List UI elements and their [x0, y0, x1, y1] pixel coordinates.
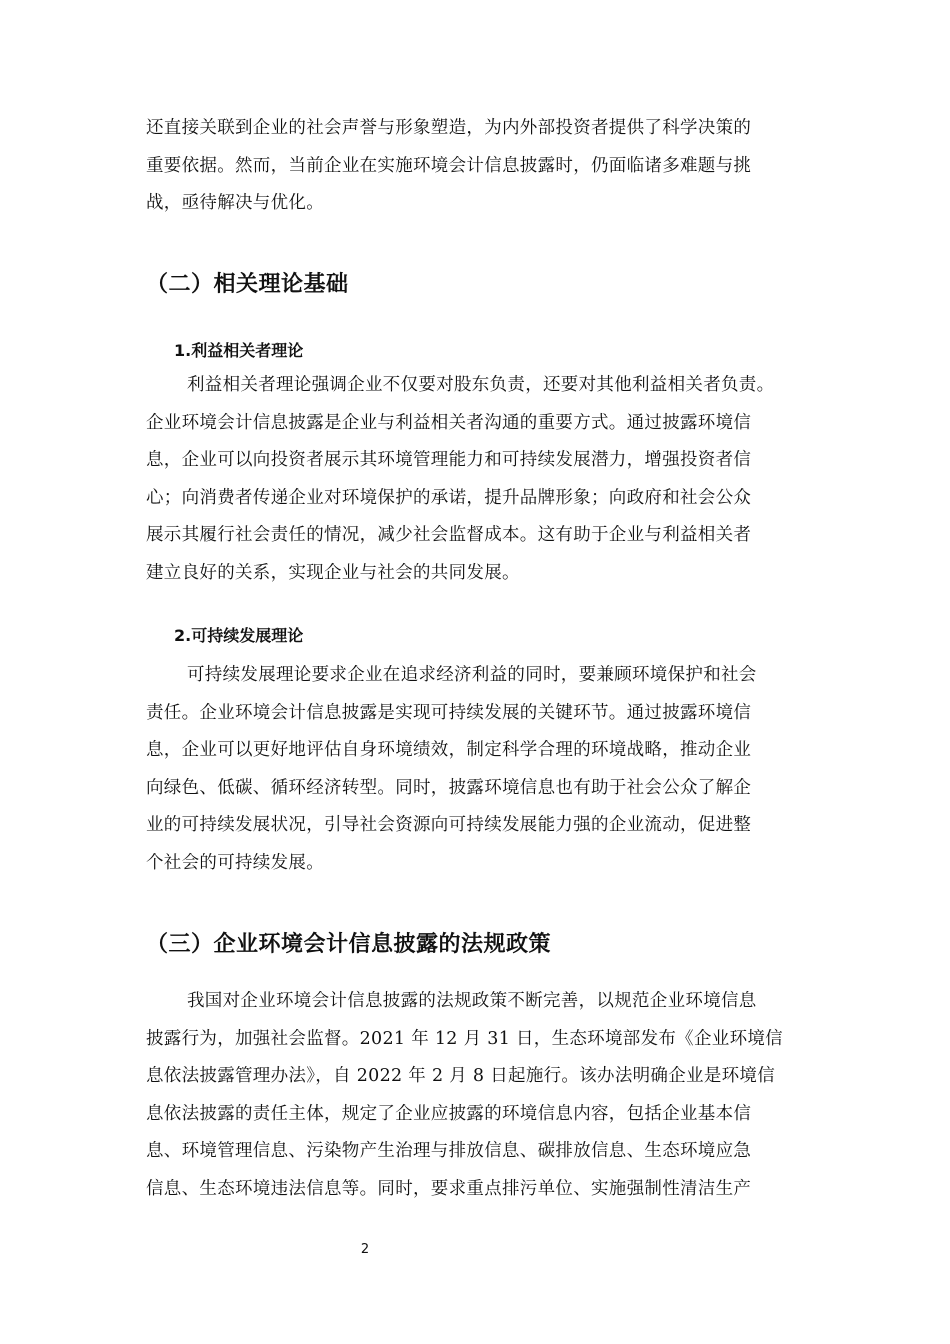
sustainability-paragraph — [146, 657, 812, 882]
paragraph-line: 个社会的可持续发展。 — [146, 852, 324, 873]
paragraph-line: 息依法披露管理办法》，自 2022 年 2 月 8 日起施行。该办法明确企业是环境信 — [146, 1066, 776, 1086]
paragraph-line: 信息、生态环境违法信息等。同时，要求重点排污单位、实施强制性清洁生产 — [146, 1178, 752, 1199]
intro-paragraph — [146, 110, 812, 223]
paragraph-line: 展示其履行社会责任的情况，减少社会监督成本。这有助于企业与利益相关者 — [146, 525, 752, 545]
paragraph-line: 披露行为，加强社会监督。2021 年 12 月 31 日，生态环境部发布《企业环境信 — [146, 1028, 783, 1049]
subsection-heading-stakeholder: 1.利益相关者理论 — [174, 341, 304, 360]
paragraph-line: 战，亟待解决与优化。 — [146, 193, 324, 213]
paragraph-line: 企业环境会计信息披露是企业与利益相关者沟通的重要方式。通过披露环境信 — [146, 412, 752, 433]
paragraph-line: 息、环境管理信息、污染物产生治理与排放信息、碳排放信息、生态环境应急 — [146, 1141, 752, 1161]
section-heading-theory: （二）相关理论基础 — [146, 272, 349, 297]
paragraph-line: 我国对企业环境会计信息披露的法规政策不断完善，以规范企业环境信息 — [187, 991, 757, 1011]
paragraph-line: 息，企业可以向投资者展示其环境管理能力和可持续发展潜力，增强投资者信 — [146, 450, 752, 470]
page-number: 2 — [360, 1242, 370, 1257]
paragraph-line: 利益相关者理论强调企业不仅要对股东负责，还要对其他利益相关者负责。 — [187, 375, 775, 395]
regulations-paragraph — [146, 983, 812, 1208]
paragraph-line: 息，企业可以更好地评估自身环境绩效，制定科学合理的环境战略，推动企业 — [146, 740, 752, 760]
stakeholder-paragraph — [146, 367, 812, 592]
paragraph-line: 责任。企业环境会计信息披露是实现可持续发展的关键环节。通过披露环境信 — [146, 702, 752, 723]
paragraph-line: 心；向消费者传递企业对环境保护的承诺，提升品牌形象；向政府和社会公众 — [146, 487, 752, 508]
paragraph-line: 重要依据。然而，当前企业在实施环境会计信息披露时，仍面临诸多难题与挑 — [146, 155, 752, 176]
paragraph-line: 向绿色、低碳、循环经济转型。同时，披露环境信息也有助于社会公众了解企 — [146, 777, 752, 798]
paragraph-line: 息依法披露的责任主体，规定了企业应披露的环境信息内容，包括企业基本信 — [146, 1103, 752, 1124]
paragraph-line: 还直接关联到企业的社会声誉与形象塑造，为内外部投资者提供了科学决策的 — [146, 118, 752, 138]
paragraph-line: 可持续发展理论要求企业在追求经济利益的同时，要兼顾环境保护和社会 — [187, 665, 757, 685]
paragraph-line: 建立良好的关系，实现企业与社会的共同发展。 — [146, 562, 520, 583]
subsection-heading-sustainability: 2.可持续发展理论 — [174, 626, 304, 645]
section-heading-regulations: （三）企业环境会计信息披露的法规政策 — [146, 932, 552, 957]
paragraph-line: 业的可持续发展状况，引导社会资源向可持续发展能力强的企业流动，促进整 — [146, 815, 752, 835]
